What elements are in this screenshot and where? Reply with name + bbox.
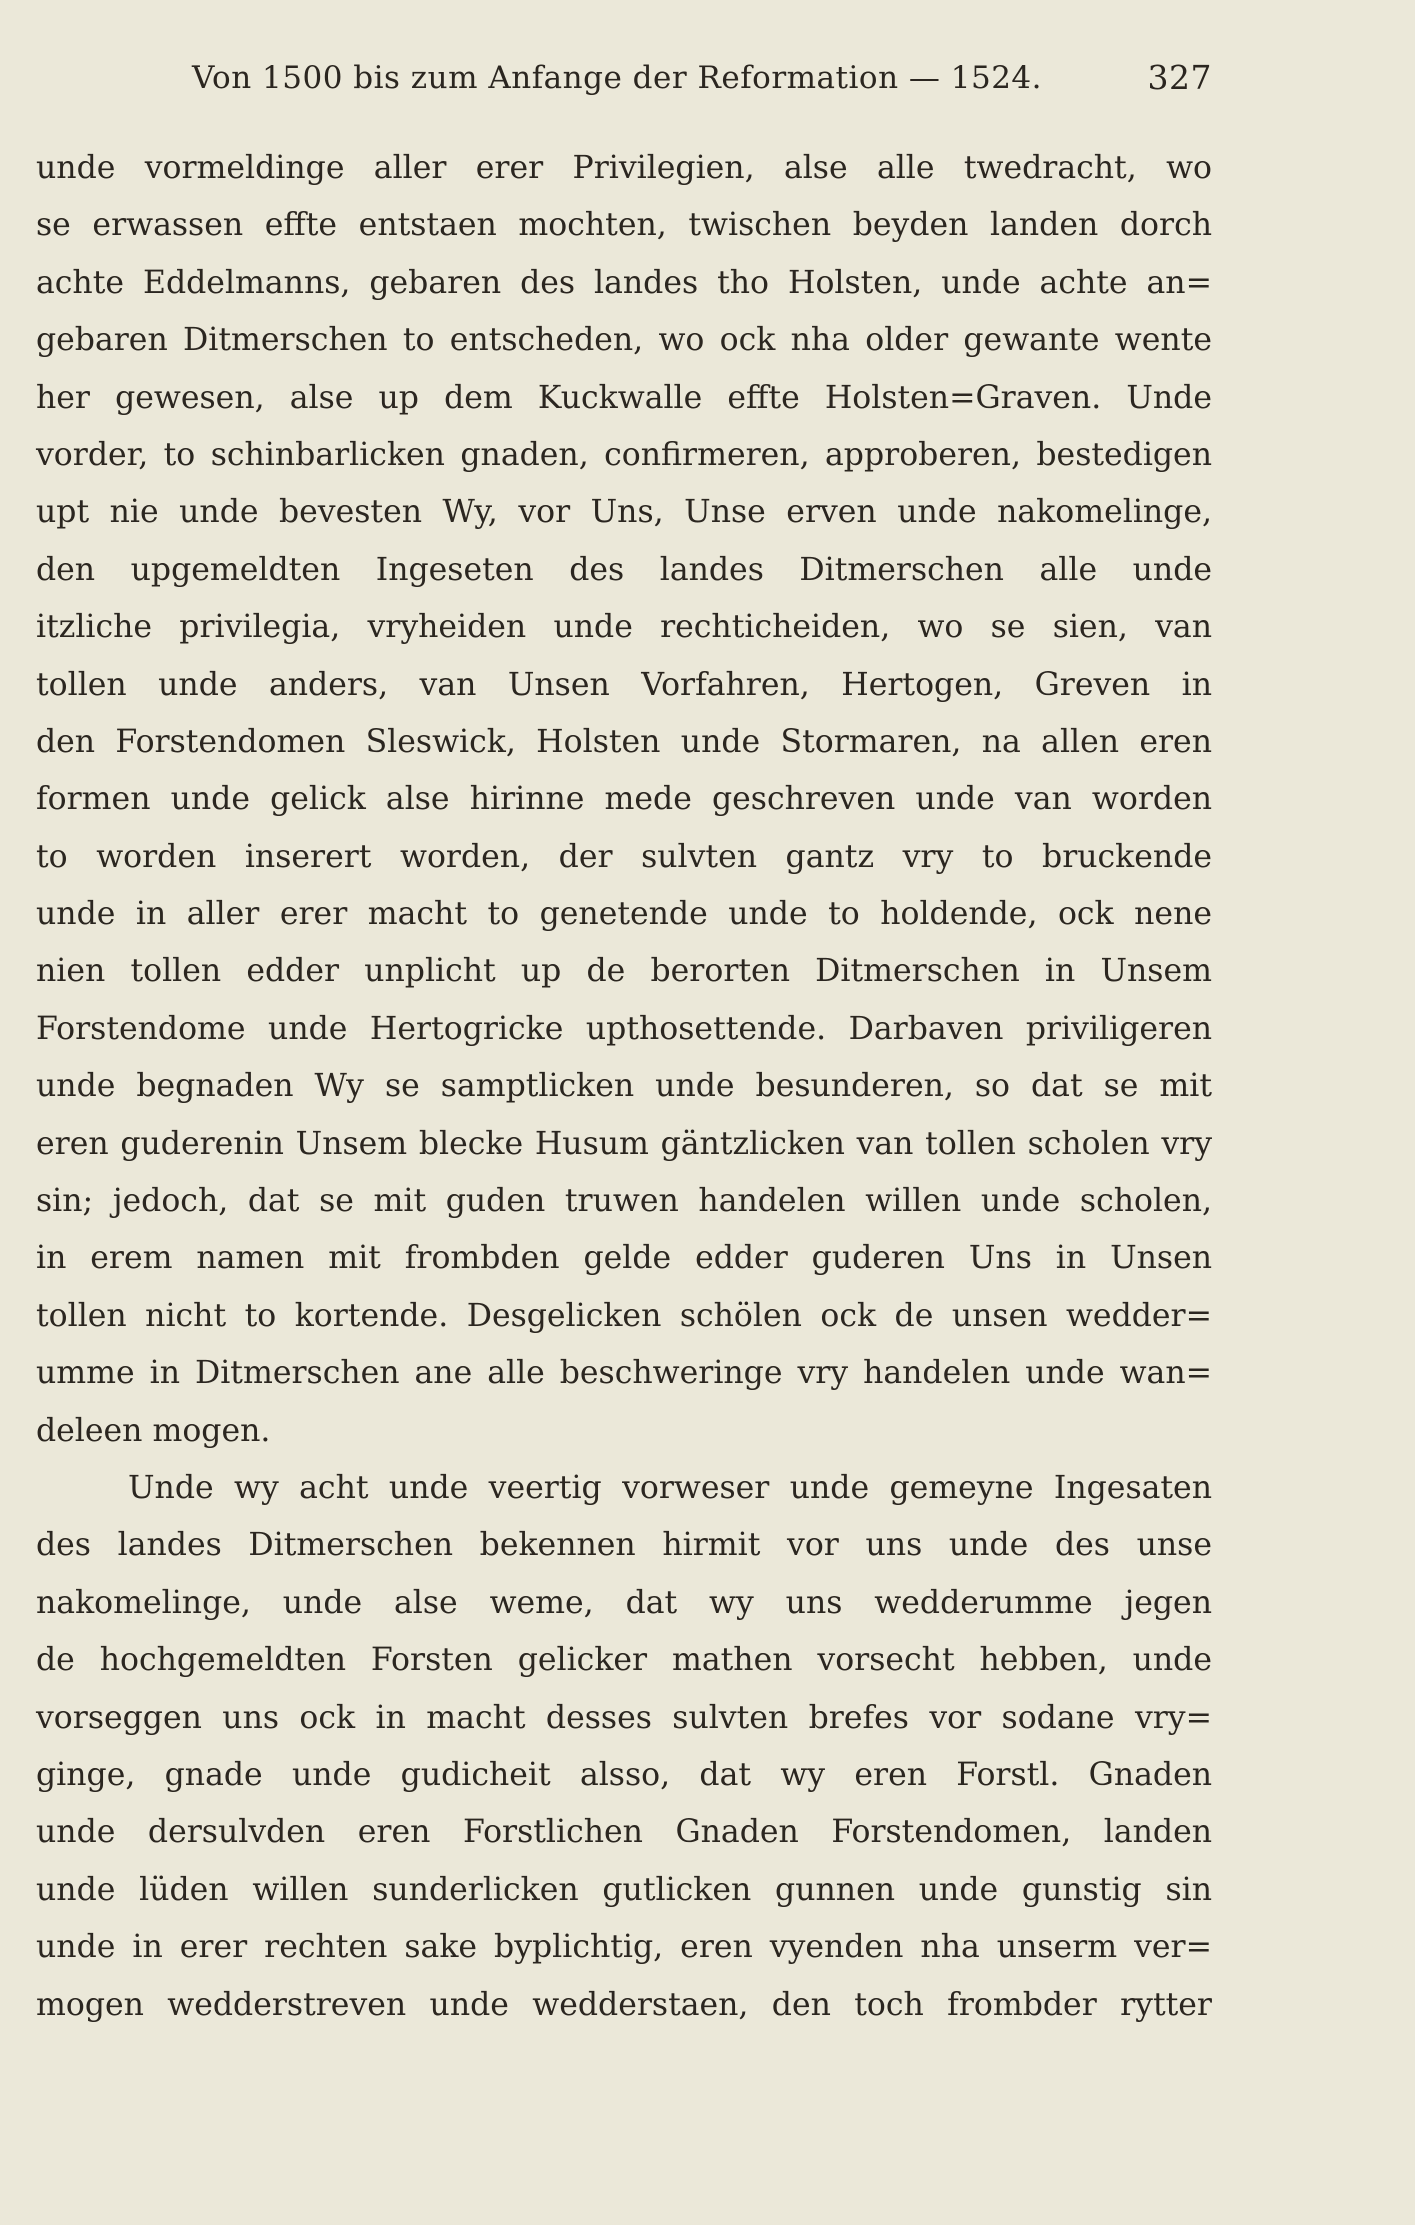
text-line: Forstendome unde Hertogricke upthosettende. Darbaven priviligeren xyxy=(36,1010,1212,1047)
text-line: de hochgemeldten Forsten gelicker mathen vorsecht hebben, unde xyxy=(36,1642,1212,1679)
text-line: umme in Ditmerschen ane alle beschweringe vry handelen unde wan= xyxy=(36,1355,1212,1392)
text-line: unde in erer rechten sake byplichtig, eren vyenden nha unserm ver= xyxy=(36,1929,1212,1966)
text-line: mogen wedderstreven unde wedderstaen, den toch frombder rytter xyxy=(36,1986,1212,2023)
text-line: achte Eddelmanns, gebaren des landes tho Holsten, unde achte an= xyxy=(36,264,1212,301)
text-line: unde in aller erer macht to genetende unde to holdende, ock nene xyxy=(36,896,1212,933)
running-title: Von 1500 bis zum Anfange der Reformation — 1524. xyxy=(192,60,1042,96)
text-line: unde vormeldinge aller erer Privilegien, alse alle twedracht, wo xyxy=(36,150,1212,186)
text-line: eren guderenin Unsem blecke Husum gäntzlicken van tollen scholen vry xyxy=(36,1125,1212,1162)
text-line: to worden inserert worden, der sulvten gantz vry to bruckende xyxy=(36,838,1212,875)
text-line: gebaren Ditmerschen to entscheden, wo ock nha older gewante wente xyxy=(36,322,1212,359)
text-line: in erem namen mit frombden gelde edder guderen Uns in Unsen xyxy=(36,1240,1212,1277)
text-line: des landes Ditmerschen bekennen hirmit vor uns unde des unse xyxy=(36,1527,1212,1564)
text-line: tollen nicht to kortende. Desgelicken schölen ock de unsen wedder= xyxy=(36,1297,1212,1334)
text-line: vorseggen uns ock in macht desses sulvten brefes vor sodane vry= xyxy=(36,1699,1212,1736)
text-line: itzliche privilegia, vryheiden unde rechticheiden, wo se sien, van xyxy=(36,609,1212,646)
body-text xyxy=(36,140,1212,2034)
text-line: ginge, gnade unde gudicheit alsso, dat wy eren Forstl. Gnaden xyxy=(36,1756,1212,1793)
text-line: upt nie unde bevesten Wy, vor Uns, Unse erven unde nakomelinge, xyxy=(36,494,1212,531)
text-line: her gewesen, alse up dem Kuckwalle effte Holsten=Graven. Unde xyxy=(36,379,1212,416)
text-line: nien tollen edder unplicht up de berorten Ditmerschen in Unsem xyxy=(36,953,1212,990)
text-line: sin; jedoch, dat se mit guden truwen handelen willen unde scholen, xyxy=(36,1183,1212,1220)
text-line: nakomelinge, unde alse weme, dat wy uns wedderumme jegen xyxy=(36,1584,1212,1621)
text-line: den Forstendomen Sleswick, Holsten unde Stormaren, na allen eren xyxy=(36,723,1212,760)
text-line: tollen unde anders, van Unsen Vorfahren, Hertogen, Greven in xyxy=(36,666,1212,703)
text-line: vorder, to schinbarlicken gnaden, confirmeren, approberen, bestedigen xyxy=(36,436,1212,473)
text-line: formen unde gelick alse hirinne mede geschreven unde van worden xyxy=(36,781,1212,818)
text-line: unde lüden willen sunderlicken gutlicken gunnen unde gunstig sin xyxy=(36,1871,1212,1908)
text-line: se erwassen effte entstaen mochten, twischen beyden landen dorch xyxy=(36,207,1212,244)
text-line: unde dersulvden eren Forstlichen Gnaden Forstendomen, landen xyxy=(36,1814,1212,1851)
paragraph-start-line: Unde wy acht unde veertig vorweser unde gemeyne Ingesaten xyxy=(128,1469,1212,1506)
text-line: den upgemeldten Ingeseten des landes Ditmerschen alle unde xyxy=(36,551,1212,588)
text-line: unde begnaden Wy se samptlicken unde besunderen, so dat se mit xyxy=(36,1068,1212,1105)
page-number: 327 xyxy=(1147,58,1212,97)
running-head xyxy=(192,58,1212,98)
paragraph-end-line: deleen mogen. xyxy=(36,1412,271,1449)
